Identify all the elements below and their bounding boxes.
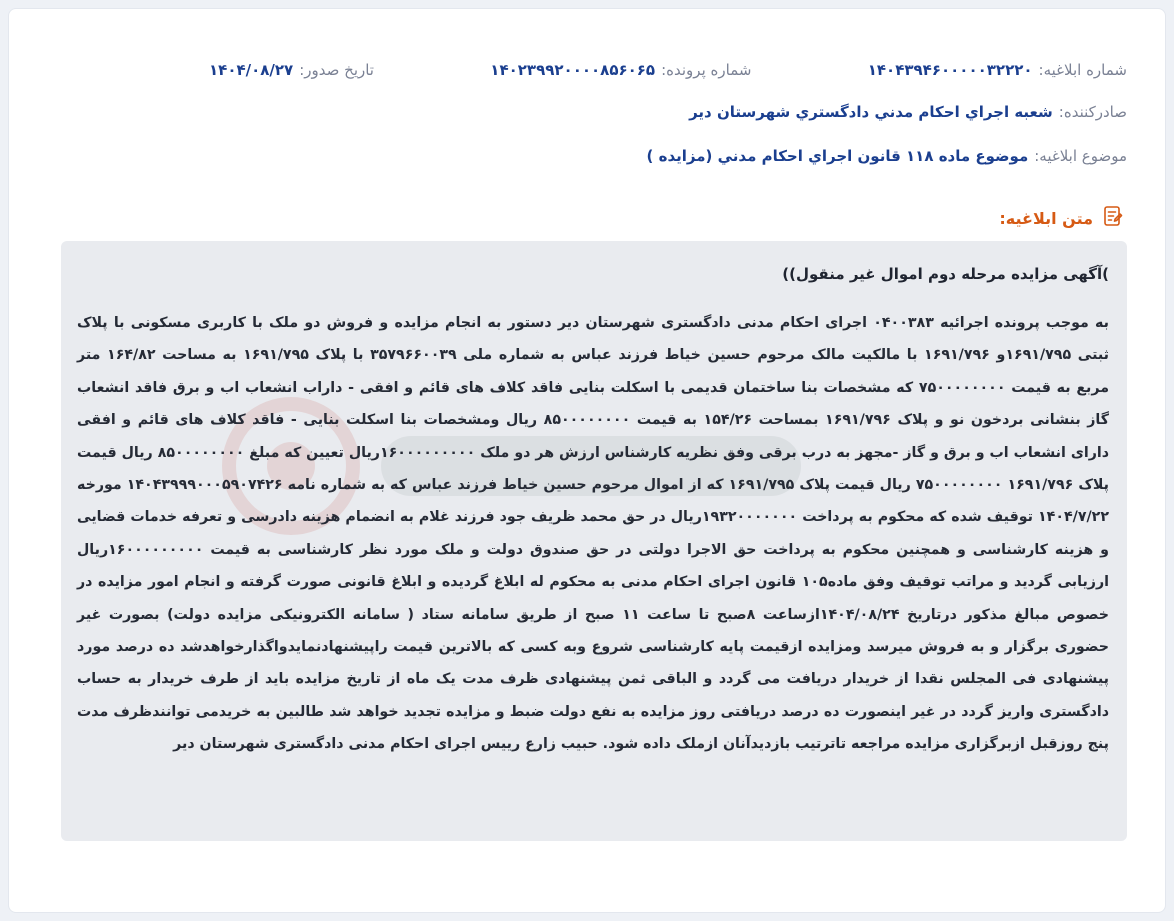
case-number-label: شماره پرونده: [661,61,752,79]
subject-value: موضوع ماده ۱۱۸ قانون اجراي احكام مدني (مزايده ) [646,147,1029,165]
notice-number [868,61,1127,79]
subject-label: موضوع ابلاغیه: [1034,147,1127,165]
issue-date-value: ۱۴۰۴/۰۸/۲۷ [209,61,294,79]
meta-row-numbers [209,57,1127,83]
section-title [999,203,1125,233]
issuer-row [689,99,1127,125]
notice-body-text: به موجب پرونده اجرائیه ۰۴۰۰۳۸۳ اجرای احکام مدنی دادگستری شهرستان دیر دستور به انجام مزایده و فروش دو ملک با کاربری مسکونی با پلاک ثبتی ۱۶۹۱/۷۹۵و ۱۶۹۱/۷۹۶ با مالکیت مالک مرحوم حسین خیاط فرزند عباس به شماره ملی ۳۵۷۹۶۶۰۰۳۹ با پلاک ۱۶۹۱/۷۹۵ به مساحت ۱۶۴/۸۲ متر مربع به قیمت ۷۵۰۰۰۰۰۰۰۰ که مشخصات بنا ساختمان قدیمی با اسکلت بنایی فاقد کلاف های قائم و افقی - داراب انشعاب اب و برق فاقد انشعاب گاز بنشانی بردخون نو و پلاک ۱۶۹۱/۷۹۶ بمساحت ۱۵۴/۲۶ به قیمت ۸۵۰۰۰۰۰۰۰۰ ریال ومشخصات بنا اسکلت بنایی - فاقد کلاف های قائم و افقی دارای انشعاب اب و برق و گاز -مجهز به درب برقی وفق نظریه کارشناس ارزش هر دو ملک ۱۶۰۰۰۰۰۰۰۰۰ریال تعیین که مبلغ ۸۵۰۰۰۰۰۰۰۰ ریال قیمت پلاک ۱۶۹۱/۷۹۶ ۷۵۰۰۰۰۰۰۰۰ ریال قیمت پلاک ۱۶۹۱/۷۹۵ که از اموال مرحوم حسین خیاط فرزند عباس که به شماره نامه ۱۴۰۴۳۹۹۹۰۰۰۵۹۰۷۴۲۶ مورخه ۱۴۰۴/۷/۲۲ توقیف شده که محکوم به پرداخت ۱۹۳۲۰۰۰۰۰۰۰ریال در حق محمد ظریف جود فرزند غلام به انضمام هزینه دادرسی و تعرفه خدمات قضایی و هزینه کارشناسی و همچنین محکوم به پرداخت حق الاجرا دولتی در حق صندوق دولت و ملک مورد نظر کارشناسی به قیمت ۱۶۰۰۰۰۰۰۰۰۰ریال ارزیابی گردید و مراتب توقیف وفق ماده۱۰۵ قانون اجرای احکام مدنی به محکوم له ابلاغ گردیده و ابلاغ قانونی صورت گرفته و انجام امور مزایده در خصوص مبالغ مذکور درتاریخ ۱۴۰۴/۰۸/۲۴ازساعت ۸صبح تا ساعت ۱۱ صبح از طریق سامانه ستاد ( سامانه الکترونیکی مزایده دولت) بصورت غیر حضوری برگزار و به فروش میرسد ومزایده ازقیمت پایه کارشناسی شروع وبه کسی که بالاترین قیمت راپیشنهادنمایدواگذارخواهدشد ده درصد مورد پیشنهادی فی المجلس نقدا از خریدار دریافت می گردد و الباقی ثمن پیشنهادی ظرف مدت یک ماه از تاریخ مزایده باید از طرف خریدار به حساب دادگستری واریز گردد در غیر اینصورت ده درصد دریافتی روز مزایده به نفع دولت ضبط و مزایده تجدید خواهد شد طالبین به خریدمی توانندظرف مدت پنج روزقبل ازبرگزاری مزایده مراجعه تاترتیب بازدیدآنان ازملک داده شود. حبیب زارع رییس اجرای احکام مدنی دادگستری شهرستان دیر [77,315,1110,753]
document-edit-icon [1093,204,1125,232]
notice-number-label: شماره ابلاغیه: [1038,61,1127,79]
issue-date-label: تاریخ صدور: [299,61,374,79]
notice-heading: )آگهی مزایده مرحله دوم اموال غیر منقول)) [782,265,1109,283]
issue-date [209,61,374,79]
notice-body-box [61,241,1127,841]
section-title-label: متن ابلاغیه: [999,208,1093,228]
subject-row [647,143,1127,169]
notice-number-value: ۱۴۰۴۳۹۴۶۰۰۰۰۰۳۲۲۲۰ [867,61,1033,79]
case-number-value: ۱۴۰۲۳۹۹۲۰۰۰۰۸۵۶۰۶۵ [490,61,656,79]
issuer-value: شعبه اجراي احكام مدني دادگستري شهرستان دير [689,103,1053,121]
notice-card [8,8,1166,913]
issuer-label: صادرکننده: [1058,103,1127,121]
case-number [490,61,751,79]
